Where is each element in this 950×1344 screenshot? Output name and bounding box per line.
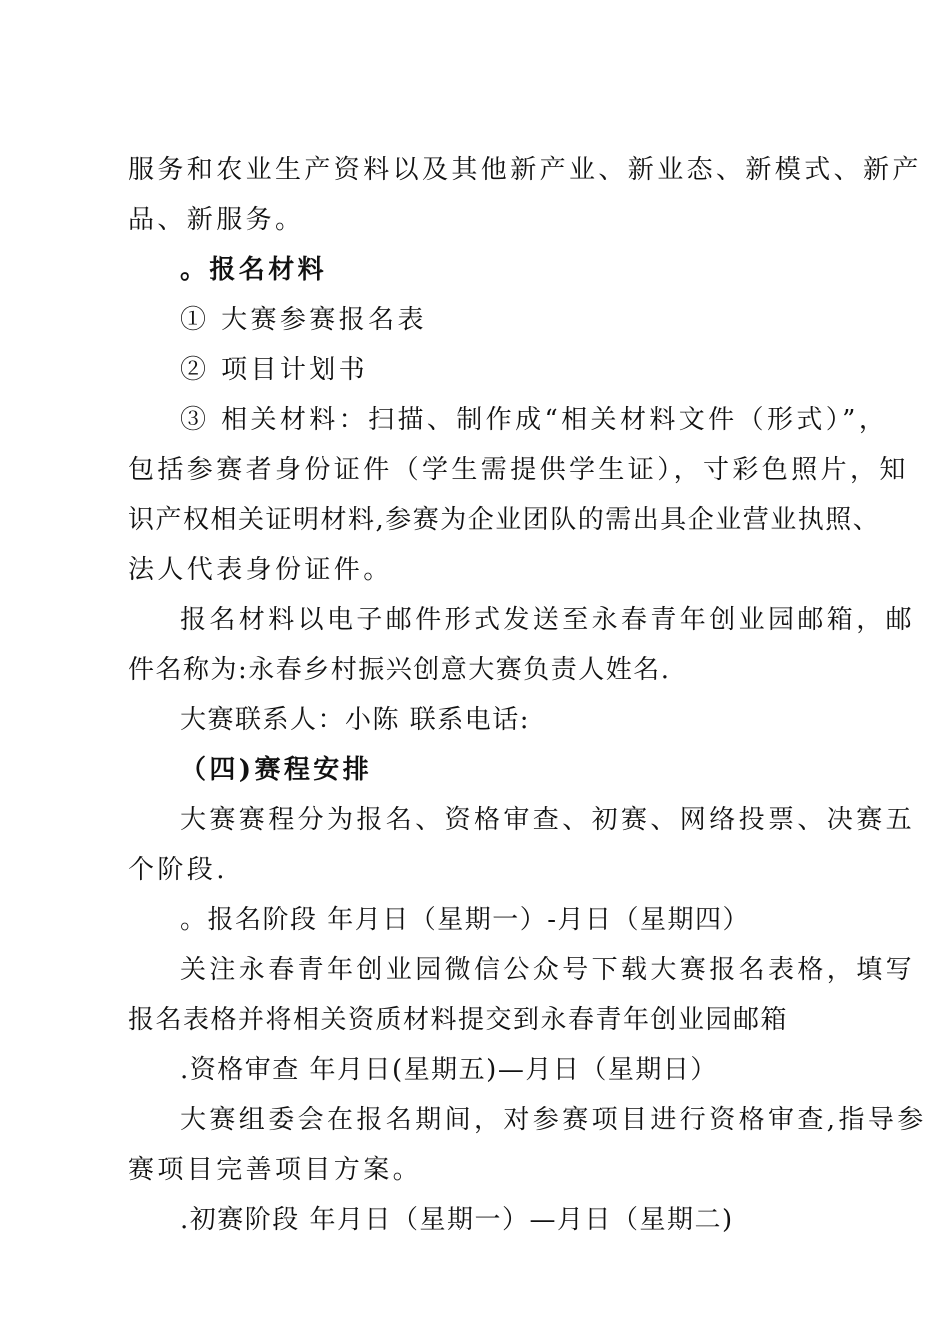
section-heading-schedule: （四)赛程安排: [180, 755, 373, 785]
paragraph-line: 个阶段.: [128, 855, 228, 885]
paragraph-line: 大赛组委会在报名期间，对参赛项目进行资格审查,指导参: [180, 1105, 927, 1135]
paragraph-line: 件名称为:永春乡村振兴创意大赛负责人姓名.: [128, 655, 671, 685]
stage-heading-preliminary: .初赛阶段 年月日（星期一）—月日（星期二): [180, 1205, 734, 1235]
paragraph-line: 包括参赛者身份证件（学生需提供学生证），寸彩色照片，知: [128, 455, 909, 485]
list-item: ③ 相关材料：扫描、制作成“相关材料文件（形式）”，: [180, 405, 889, 435]
paragraph-line: 服务和农业生产资料以及其他新产业、新业态、新模式、新产: [128, 155, 922, 185]
paragraph-line: 大赛赛程分为报名、资格审查、初赛、网络投票、决赛五: [180, 805, 916, 835]
paragraph-line: 赛项目完善项目方案。: [128, 1155, 423, 1185]
list-item: ① 大赛参赛报名表: [180, 305, 427, 335]
paragraph-line: 法人代表身份证件。: [128, 555, 393, 585]
paragraph-line: 识产权相关证明材料,参赛为企业团队的需出具企业营业执照、: [128, 505, 881, 535]
contact-line: 大赛联系人：小陈 联系电话:: [180, 705, 531, 735]
paragraph-line: 关注永春青年创业园微信公众号下载大赛报名表格，填写: [180, 955, 916, 985]
paragraph-line: 报名表格并将相关资质材料提交到永春青年创业园邮箱: [128, 1005, 789, 1035]
paragraph-line: 品、新服务。: [128, 205, 305, 235]
paragraph-line: 报名材料以电子邮件形式发送至永春青年创业园邮箱，邮: [180, 605, 916, 635]
stage-heading-qualification: .资格审查 年月日(星期五)—月日（星期日）: [180, 1055, 718, 1085]
section-heading-registration-materials: 。报名材料: [180, 255, 328, 285]
list-item: ② 项目计划书: [180, 355, 369, 385]
stage-heading-registration: 。报名阶段 年月日（星期一）-月日（星期四）: [180, 905, 751, 935]
